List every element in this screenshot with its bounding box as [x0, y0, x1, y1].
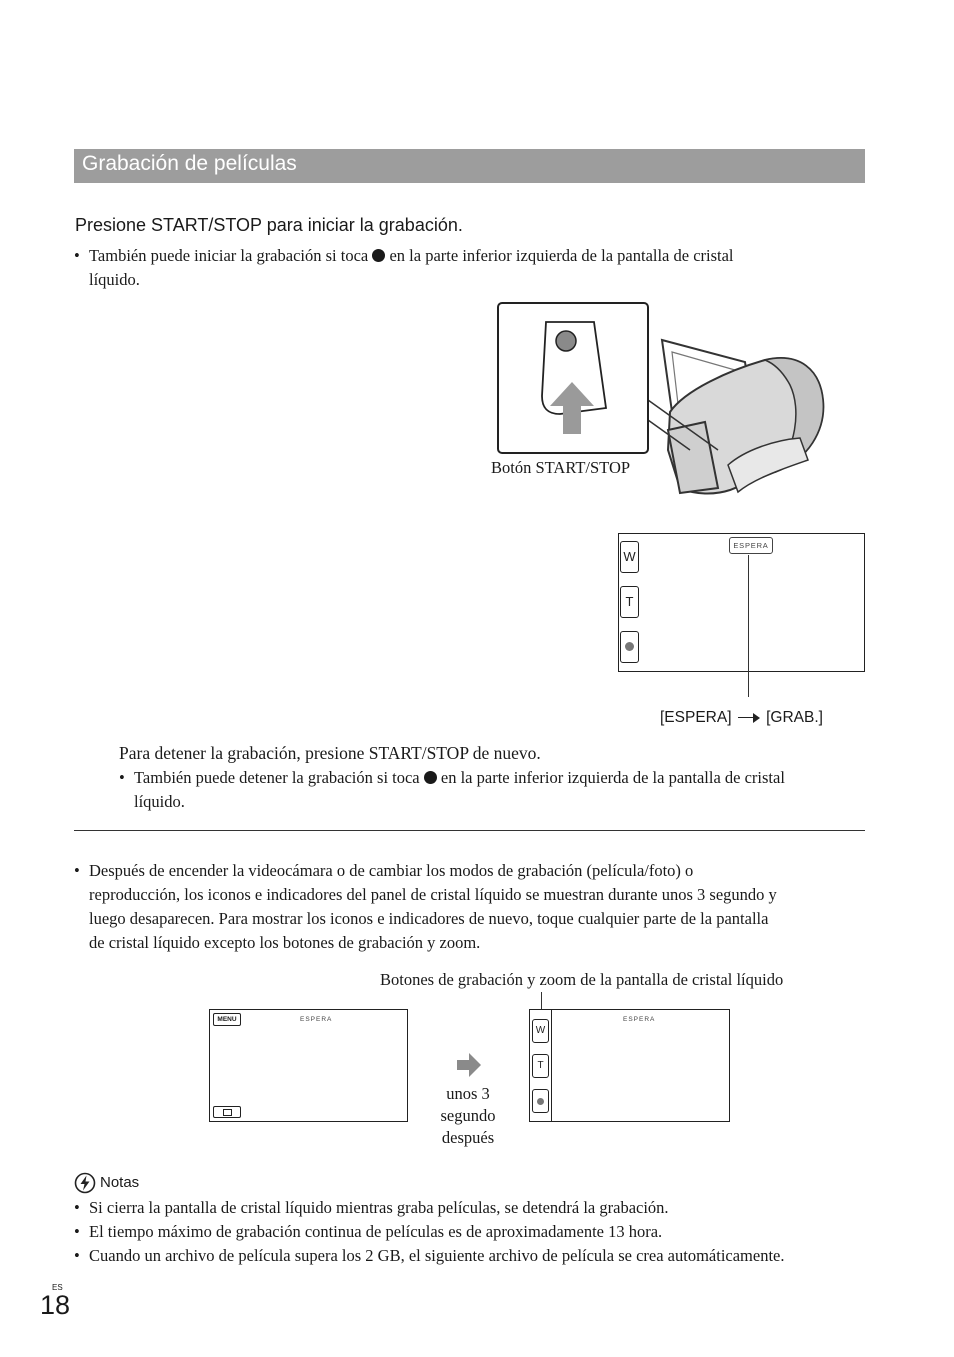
play-icon — [223, 1109, 232, 1116]
record-dot-icon — [372, 249, 385, 262]
note-item: • Cuando un archivo de película supera los 2 GB, el siguiente archivo de película se crea automáticamente. — [74, 1244, 874, 1268]
record-dot-icon — [537, 1098, 544, 1105]
note-text: El tiempo máximo de grabación continua de películas es de aproximadamente 13 hora. — [89, 1222, 663, 1241]
zoom-w-button[interactable]: W — [620, 541, 639, 573]
status-pointer-line — [748, 555, 749, 697]
note-text: Cuando un archivo de película supera los 2 GB, el siguiente archivo de película se crea automáticamente. — [89, 1246, 785, 1265]
status-caption-after: [GRAB.] — [766, 709, 823, 726]
page-number: 18 — [40, 1290, 71, 1320]
step2-bullet: • También puede detener la grabación si toca en la parte inferior izquierda de la pantalla de cristal líquido. — [119, 768, 785, 811]
step2-bullet-text-cont: líquido. — [134, 792, 185, 811]
step2-heading: Para detener la grabación, presione START/STOP de nuevo. — [119, 743, 541, 763]
time-caption — [428, 1083, 508, 1149]
record-button[interactable] — [620, 631, 639, 663]
lcd-screen-icons-hidden — [529, 1009, 730, 1122]
notes-icon — [74, 1172, 96, 1194]
divider — [74, 830, 865, 831]
notes-title: Notas — [100, 1174, 140, 1191]
info-bullet: • Después de encender la videocámara o de cambiar los modos de grabación (película/foto) o reproducción, los iconos e indicadores del panel de cristal líquido se muestran durante unos 3 segundo y luego desaparecen. Para mostrar los iconos e indicadores de nuevo, toque cualquier parte de la pantalla de cristal líquido excepto los botones de grabación y zoom. — [74, 859, 864, 955]
section-title: Grabación de películas — [82, 152, 297, 175]
zoom-w-button[interactable]: W — [532, 1019, 549, 1043]
step1-bullet: • También puede iniciar la grabación si toca en la parte inferior izquierda de la pantalla de cristal líquido. — [74, 246, 734, 289]
step2-bullet-text-post: en la parte inferior izquierda de la pantalla de cristal — [440, 768, 785, 787]
note-text: Si cierra la pantalla de cristal líquido mientras graba películas, se detendrá la grabación. — [89, 1198, 669, 1217]
record-dot-icon — [424, 771, 437, 784]
info-line: Después de encender la videocámara o de cambiar los modos de grabación (película/foto) o — [89, 861, 694, 880]
note-item: • El tiempo máximo de grabación continua de películas es de aproximadamente 13 hora. — [74, 1220, 874, 1244]
zoom-buttons-caption: Botones de grabación y zoom de la pantalla de cristal líquido — [380, 970, 784, 989]
note-item: • Si cierra la pantalla de cristal líquido mientras graba películas, se detendrá la grabación. — [74, 1196, 874, 1220]
notes-list — [74, 1196, 874, 1268]
status-caption-before: [ESPERA] — [660, 709, 732, 726]
status-indicator: ESPERA — [623, 1016, 656, 1023]
time-caption-line: después — [441, 1128, 495, 1147]
start-stop-button-label: Botón START/STOP — [491, 458, 631, 477]
zoom-t-button[interactable]: T — [620, 586, 639, 618]
lcd-screen-icons-shown — [209, 1009, 408, 1122]
record-button[interactable] — [532, 1089, 549, 1113]
status-caption — [660, 709, 823, 727]
info-line: de cristal líquido excepto los botones de grabación y zoom. — [89, 933, 481, 952]
zoom-t-button[interactable]: T — [532, 1054, 549, 1078]
status-indicator: ESPERA — [729, 537, 773, 554]
step1-heading: Presione START/STOP para iniciar la grabación. — [75, 215, 463, 235]
step1-bullet-text-cont: líquido. — [89, 270, 140, 289]
time-caption-line: segundo — [440, 1106, 496, 1125]
step1-bullet-text-pre: También puede iniciar la grabación si toca — [89, 246, 369, 265]
step2-bullet-text-pre: También puede detener la grabación si toca — [134, 768, 420, 787]
status-indicator: ESPERA — [300, 1016, 333, 1023]
lcd-screen-standby — [618, 533, 865, 672]
info-line: luego desaparecen. Para mostrar los iconos e indicadores de nuevo, toque cualquier parte de la pantalla — [89, 909, 769, 928]
right-arrow-icon — [455, 1052, 483, 1078]
record-dot-icon — [625, 642, 634, 651]
language-code: ES — [52, 1283, 63, 1292]
arrow-right-icon — [736, 713, 762, 723]
info-line: reproducción, los iconos e indicadores del panel de cristal líquido se muestran durante unos 3 segundo y — [89, 885, 777, 904]
playback-button[interactable] — [213, 1106, 241, 1118]
step1-bullet-text-post: en la parte inferior izquierda de la pantalla de cristal — [389, 246, 734, 265]
menu-button[interactable]: MENU — [213, 1013, 241, 1026]
time-caption-line: unos 3 — [446, 1084, 490, 1103]
